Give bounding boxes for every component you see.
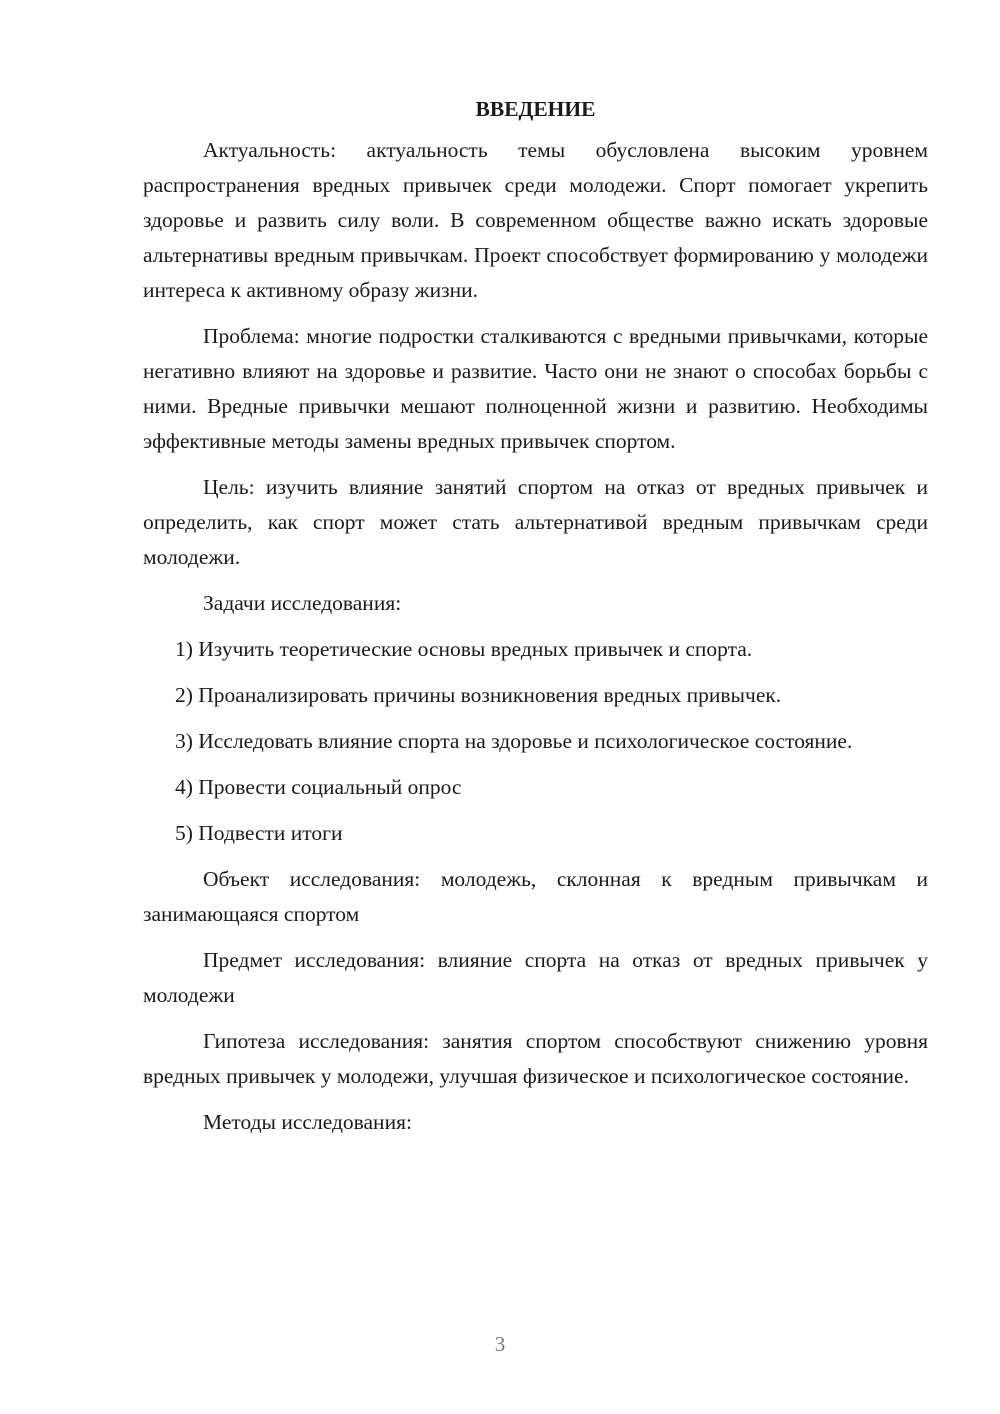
paragraph-goal: Цель: изучить влияние занятий спортом на отказ от вредных привычек и определить, как спорт может стать альтернативой вредным привычкам среди молодежи. <box>143 475 928 569</box>
list-item-task-2: 2) Проанализировать причины возникновения вредных привычек. <box>175 683 782 707</box>
paragraph-object: Объект исследования: молодежь, склонная к вредным привычкам и занимающаяся спортом <box>143 867 928 926</box>
paragraph-problem: Проблема: многие подростки сталкиваются с вредными привычками, которые негативно влияют на здоровье и развитие. Часто они не знают о способах борьбы с ними. Вредные привычки мешают полноценной жизни и развитию. Необходимы эффективные методы замены вредных привычек спортом. <box>143 324 928 453</box>
list-item-task-3: 3) Исследовать влияние спорта на здоровье и психологическое состояние. <box>175 729 853 753</box>
paragraph-relevance: Актуальность: актуальность темы обусловлена высоким уровнем распространения вредных привычек среди молодежи. Спорт помогает укрепить здоровье и развить силу воли. В современном обществе важно искать здоровые альтернативы вредным привычкам. Проект способствует формированию у молодежи интереса к активному образу жизни. <box>143 138 928 302</box>
paragraph-methods-intro: Методы исследования: <box>203 1110 412 1134</box>
list-item-task-1: 1) Изучить теоретические основы вредных привычек и спорта. <box>175 637 753 661</box>
list-item-task-4: 4) Провести социальный опрос <box>175 775 462 799</box>
list-item-task-5: 5) Подвести итоги <box>175 821 343 845</box>
section-heading: ВВЕДЕНИЕ <box>475 97 596 121</box>
paragraph-hypothesis: Гипотеза исследования: занятия спортом способствуют снижению уровня вредных привычек у молодежи, улучшая физическое и психологическое состояние. <box>143 1029 928 1088</box>
document-page <box>143 92 928 1151</box>
paragraph-subject: Предмет исследования: влияние спорта на отказ от вредных привычек у молодежи <box>143 948 928 1007</box>
paragraph-tasks-intro: Задачи исследования: <box>203 591 402 615</box>
page-number: 3 <box>494 1332 506 1356</box>
